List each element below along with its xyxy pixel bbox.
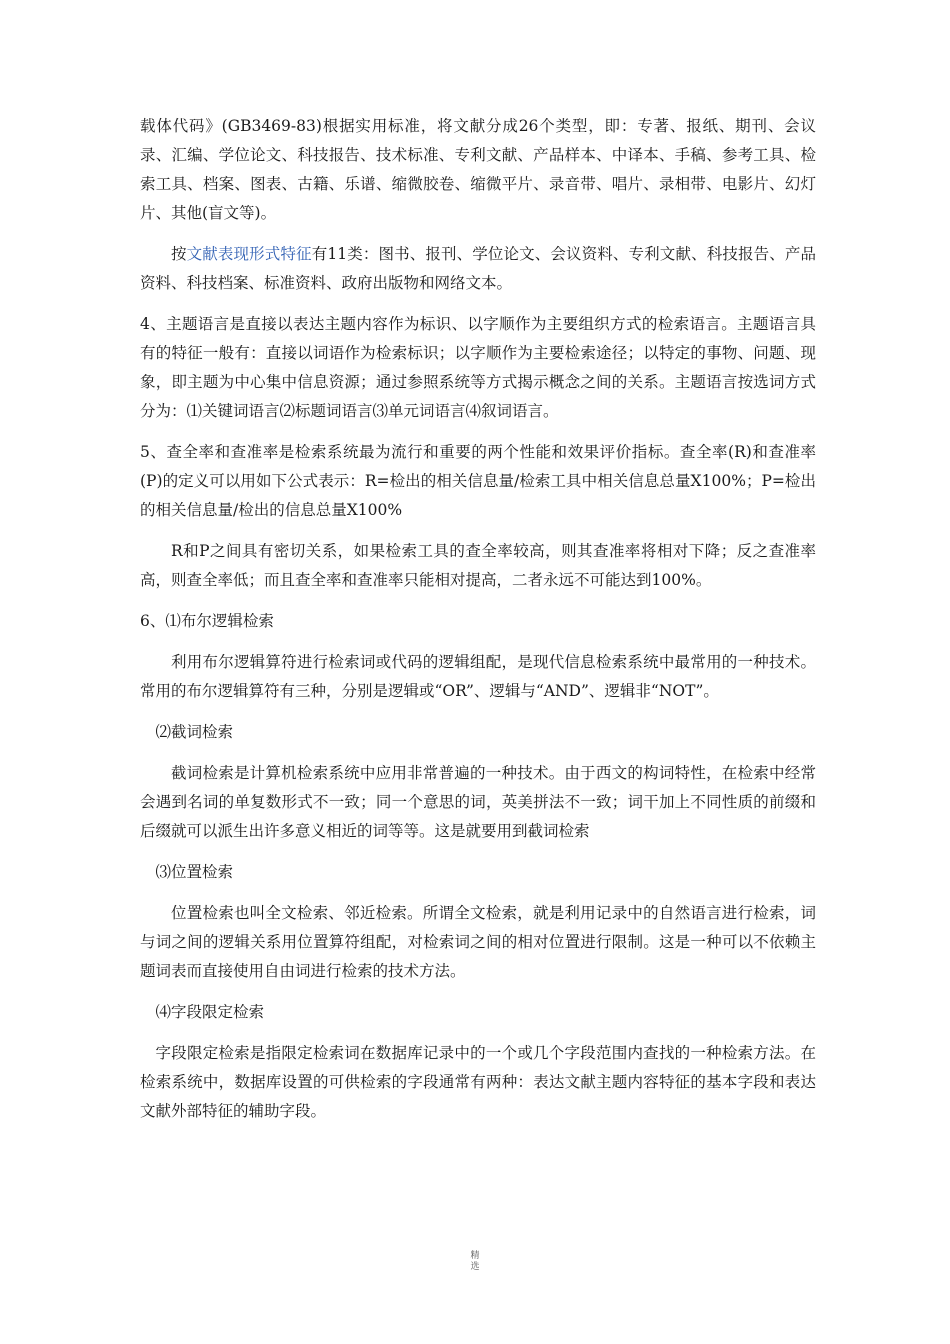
paragraph-prefix: 按 bbox=[171, 245, 187, 263]
paragraph-boolean-search: 利用布尔逻辑算符进行检索词或代码的逻辑组配，是现代信息检索系统中最常用的一种技术。常用的布尔逻辑算符有三种，分别是逻辑或“OR”、逻辑与“AND”、逻辑非“NOT”。 bbox=[140, 653, 816, 700]
paragraph-recall-precision: 5、查全率和查准率是检索系统最为流行和重要的两个性能和效果评价指标。查全率(R)和查准率(P)的定义可以用如下公式表示：R=检出的相关信息量/检索工具中相关信息总量Ⅹ100%；P=检出的相关信息量/检出的信息总量Ⅹ100% bbox=[140, 443, 816, 519]
paragraph-subject-language: 4、主题语言是直接以表达主题内容作为标识、以字顺作为主要组织方式的检索语言。主题语言具有的特征一般有：直接以词语作为检索标识；以字顺作为主要检索途径；以特定的事物、问题、现象，即主题为中心集中信息资源；通过参照系统等方式揭示概念之间的关系。主题语言按选词方式分为：⑴关键词语言⑵标题词语言⑶单元词语言⑷叙词语言。 bbox=[140, 315, 816, 420]
heading-field-search: ⑷字段限定检索 bbox=[155, 1003, 265, 1021]
paragraph-recall-precision-relation: R和P之间具有密切关系，如果检索工具的查全率较高，则其查准率将相对下降；反之查准率高，则查全率低；而且查全率和查准率只能相对提高，二者永远不可能达到100%。 bbox=[140, 542, 816, 589]
paragraph-rest: 有11类：图书、报刊、学位论文、会议资料、专利文献、科技报告、产品资料、科技档案、标准资料、政府出版物和网络文本。 bbox=[140, 245, 816, 292]
heading-boolean-search: 6、⑴布尔逻辑检索 bbox=[140, 612, 274, 630]
footer-line-2: 选 bbox=[470, 1262, 480, 1272]
heading-truncation-search: ⑵截词检索 bbox=[155, 723, 234, 741]
footer-line-1: 精 bbox=[470, 1251, 480, 1261]
paragraph-document-types: 载体代码》(GB3469-83)根据实用标准，将文献分成26个类型，即：专著、报纸、期刊、会议录、汇编、学位论文、科技报告、技术标准、专利文献、产品样本、中译本、手稿、参考工具、检索工具、档案、图表、古籍、乐谱、缩微胶卷、缩微平片、录音带、唱片、录相带、电影片、幻灯片、其他(盲文等)。 bbox=[140, 117, 816, 222]
paragraph-representation-types bbox=[140, 240, 816, 298]
hyperlink-representation-features[interactable]: 文献表现形式特征 bbox=[186, 245, 312, 263]
heading-proximity-search: ⑶位置检索 bbox=[155, 863, 234, 881]
document-body bbox=[140, 112, 816, 1138]
paragraph-field-search: 字段限定检索是指限定检索词在数据库记录中的一个或几个字段范围内查找的一种检索方法。在检索系统中，数据库设置的可供检索的字段通常有两种：表达文献主题内容特征的基本字段和表达文献外部特征的辅助字段。 bbox=[140, 1044, 816, 1120]
paragraph-truncation-search: 截词检索是计算机检索系统中应用非常普遍的一种技术。由于西文的构词特性，在检索中经常会遇到名词的单复数形式不一致；同一个意思的词，英美拼法不一致；词干加上不同性质的前缀和后缀就可以派生出许多意义相近的词等等。这是就要用到截词检索 bbox=[140, 764, 816, 840]
paragraph-proximity-search: 位置检索也叫全文检索、邻近检索。所谓全文检索，就是利用记录中的自然语言进行检索，词与词之间的逻辑关系用位置算符组配，对检索词之间的相对位置进行限制。这是一种可以不依赖主题词表而直接使用自由词进行检索的技术方法。 bbox=[140, 904, 816, 980]
page-footer bbox=[0, 1251, 950, 1273]
